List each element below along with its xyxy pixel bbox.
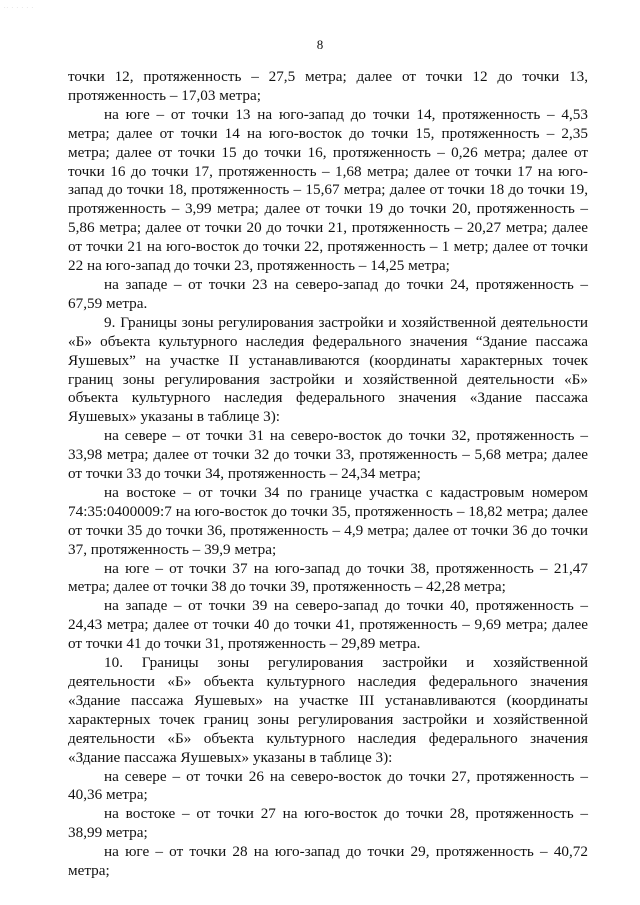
paragraph-east-boundary: на востоке – от точки 34 по границе участка с кадастровым номером 74:35:0400009:7 на юго-восток до точки 35, протяженность – 18,82 метра; далее от точки 35 до точки 36, протяженность – 4,9 метра; далее от точки 36 до точки 37, протяженность – 39,9 метра;: [68, 483, 588, 558]
paragraph-north-boundary: на севере – от точки 26 на северо-восток до точки 27, протяженность – 40,36 метра;: [68, 767, 588, 804]
page-number: 8: [316, 37, 324, 52]
paragraph-west-boundary: на западе – от точки 39 на северо-запад до точки 40, протяженность – 24,43 метра; далее от точки 40 до точки 41, протяженность – 9,69 метра; далее от точки 41 до точки 31, протяженность – 29,89 метра.: [68, 597, 588, 653]
paragraph-north-boundary: на севере – от точки 31 на северо-восток до точки 32, протяженность – 33,98 метра; далее от точки 32 до точки 33, протяженность – 5,68 метра; далее от точки 33 до точки 34, протяженность – 24,34 метра;: [68, 427, 588, 483]
scan-artifact: .. . . . . .: [4, 4, 34, 10]
paragraph-west-boundary: на западе – от точки 23 на северо-запад до точки 24, протяженность – 67,59 метра.: [68, 275, 588, 312]
paragraph-south-boundary: на юге – от точки 28 на юго-запад до точки 29, протяженность – 40,72 метра;: [68, 843, 588, 880]
paragraph-east-boundary: на востоке – от точки 27 на юго-восток до точки 28, протяженность – 38,99 метра;: [68, 805, 588, 842]
paragraph-continuation: точки 12, протяженность – 27,5 метра; далее от точки 12 до точки 13, протяженность – 17,03 метра;: [68, 68, 588, 104]
paragraph-section-9: 9. Границы зоны регулирования застройки и хозяйственной деятельности «Б» объекта культурного наследия федерального значения “Здание пассажа Яушевых” на участке II устанавливаются (координаты характерных точек границ зоны регулирования застройки и хозяйственной деятельности «Б» объекта культурного наследия федерального значения «Здание пассажа Яушевых» указаны в таблице 3):: [68, 313, 588, 426]
document-body: [68, 68, 588, 881]
paragraph-section-10: 10. Границы зоны регулирования застройки и хозяйственной деятельности «Б» объекта культурного наследия федерального значения «Здание пассажа Яушевых» на участке III устанавливаются (координаты характерных точек границ зоны регулирования застройки и хозяйственной деятельности «Б» объекта культурного наследия федерального значения «Здание пассажа Яушевых» указаны в таблице 3):: [68, 654, 588, 766]
paragraph-south-boundary: на юге – от точки 13 на юго-запад до точки 14, протяженность – 4,53 метра; далее от точки 14 на юго-восток до точки 15, протяженность – 2,35 метра; далее от точки 15 до точки 16, протяженность – 0,26 метра; далее от точки 16 до точки 17, протяженность – 1,68 метра; далее от точки 17 на юго-запад до точки 18, протяженность – 15,67 метра; далее от точки 18 до точки 19, протяженность – 3,99 метра; далее от точки 19 до точки 20, протяженность – 5,86 метра; далее от точки 20 до точки 21, протяженность – 20,27 метра; далее от точки 21 на юго-восток до точки 22, протяженность – 1 метр; далее от точки 22 на юго-запад до точки 23, протяженность – 14,25 метра;: [68, 105, 588, 275]
paragraph-south-boundary: на юге – от точки 37 на юго-запад до точки 38, протяженность – 21,47 метра; далее от точки 38 до точки 39, протяженность – 42,28 метра;: [68, 559, 588, 596]
